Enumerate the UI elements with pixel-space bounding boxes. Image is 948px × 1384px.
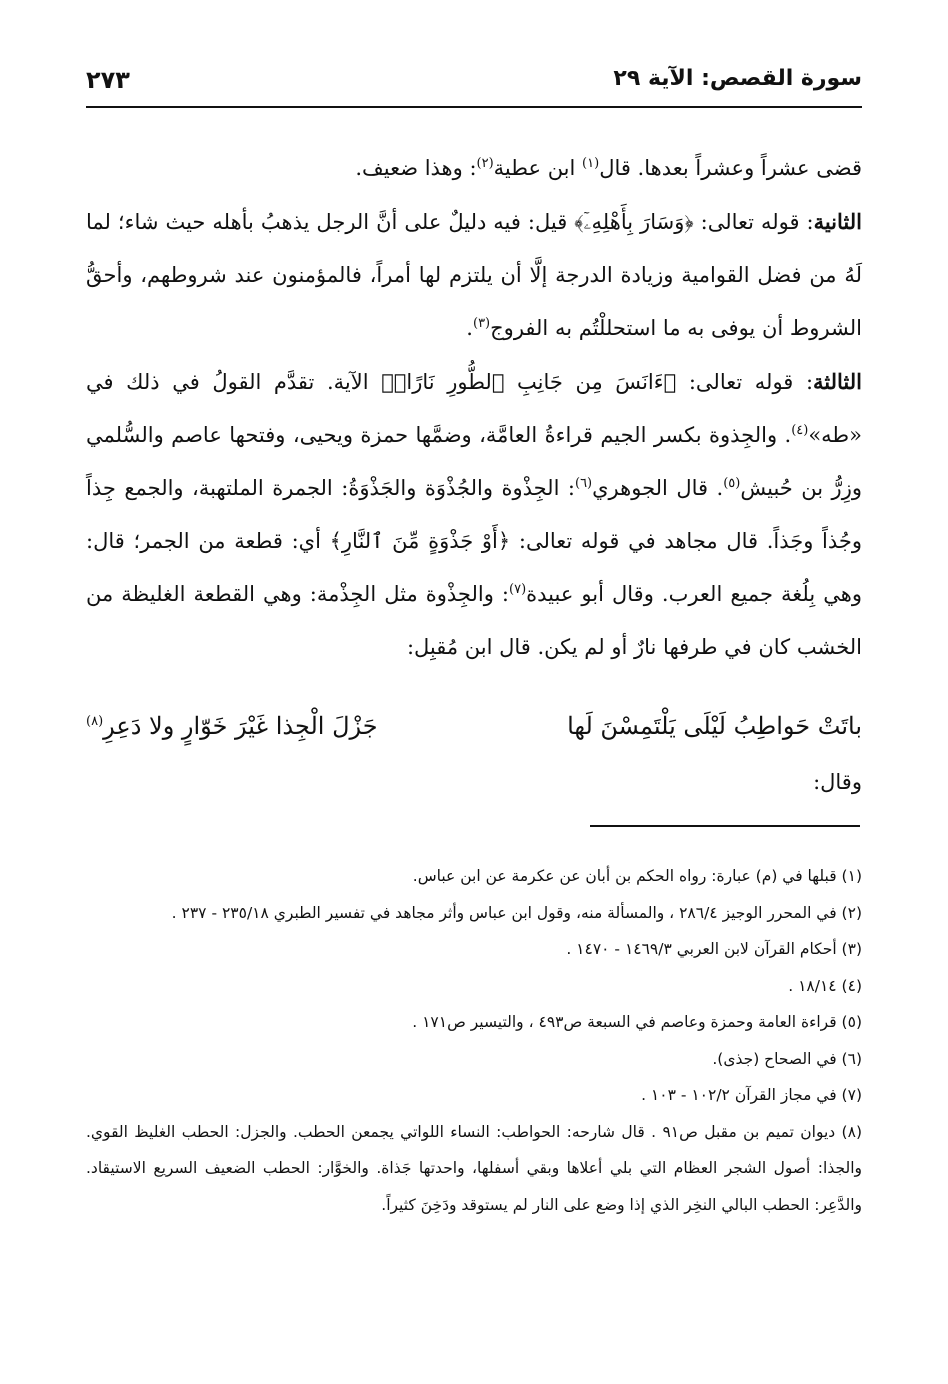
footnote-ref-6: (٦) bbox=[574, 476, 593, 491]
main-text bbox=[86, 142, 862, 674]
quran-quote: ﴿وَسَارَ بِأَهْلِهِۦٓ﴾ bbox=[574, 210, 694, 234]
text-run: الآية. تقدَّم القولُ في ذلك في «طه» bbox=[86, 370, 862, 447]
footnote-1: (١) قبلها في (م) عبارة: رواه الحكم بن أبان عن عكرمة عن ابن عباس. bbox=[412, 867, 862, 885]
footnote-ref-4: (٤) bbox=[791, 423, 809, 438]
text-run: جَزْلَ الْجِذا غَيْرَ خَوّارٍ ولا دَعِرِ bbox=[103, 712, 378, 740]
paragraph-2 bbox=[86, 195, 862, 355]
footnote-ref-5: (٥) bbox=[723, 476, 741, 491]
footnote-rule bbox=[590, 825, 860, 827]
paragraph-3 bbox=[86, 355, 862, 674]
text-run: قضى عشراً وعشراً بعدها. قال bbox=[599, 156, 862, 180]
footnote-ref-1: (١) bbox=[582, 156, 600, 171]
text-run: . والجِذوة بكسر الجيم قراءةُ العامَّة، وضمَّها حمزة ويحيى، وفتحها عاصم والسُّلمي وزِرُّ بن حُبيش bbox=[86, 423, 862, 500]
running-header bbox=[86, 66, 862, 106]
text-run: : قوله تعالى: bbox=[676, 370, 814, 394]
footnotes bbox=[86, 858, 862, 1223]
footnote-5: (٥) قراءة العامة وحمزة وعاصم في السبعة ص٤٩٣ ، والتيسير ص١٧١ . bbox=[412, 1013, 862, 1031]
text-run: أي: قطعة من الجمر؛ قال: وهي بِلُغة جميع العرب. وقال أبو عبيدة bbox=[86, 529, 862, 606]
text-run: : والجِذْوة مثل الجِذْمة: وهي القطعة الغليظة من الخشب كان في طرفها نارٌ أو لم يكن. قال ابن مُقبِل: bbox=[86, 582, 862, 659]
continuation-text: وقال: bbox=[813, 770, 862, 794]
quran-quote: ﴿أَوْ جَذْوَةٍ مِّنَ ٱلنَّارِ﴾ bbox=[329, 529, 511, 553]
footnote-ref-8: (٨) bbox=[86, 714, 104, 729]
footnote-ref-7: (٧) bbox=[509, 582, 527, 597]
text-run: : قوله تعالى: bbox=[693, 210, 814, 234]
footnote-ref-3: (٣) bbox=[472, 316, 491, 331]
footnote-7: (٧) في مجاز القرآن ١٠٢/٢ - ١٠٣ . bbox=[641, 1086, 862, 1104]
text-run: . قال الجوهري bbox=[592, 476, 724, 500]
text-run: : وهذا ضعيف. bbox=[355, 156, 477, 180]
text-run: قيل: فيه دليلٌ على أنَّ الرجل يذهبُ بأهله حيث شاء؛ لما لَهُ من فضل القوامية وزيادة الدرجة إلَّا أن يلتزم لها أمراً، فالمؤمنون عند شروطهم، وأحقُّ الشروط أن يوفى به ما استحللْتُم به الفروج bbox=[86, 210, 862, 340]
footnote-3: (٣) أحكام القرآن لابن العربي ١٤٦٩/٣ - ١٤٧٠ . bbox=[566, 940, 862, 958]
section-label-2: الثانية bbox=[813, 209, 862, 234]
footnote-8: (٨) ديوان تميم بن مقبل ص٩١ . قال شارحه: الحواطب: النساء اللواتي يجمعن الحطب. والجزل: الحطب الغليظ القوي. والجذا: أصول الشجر العظام التي بلي أعلاها وبقي أسفلها، واحدتها جَذاة. والخوَّار: الحطب الضعيف السريع الاستيقاد. والدَّعِر: الحطب البالي النخِر الذي إذا وضع على النار لم يستوقد ودَخِنَ كثيراً. bbox=[86, 1122, 862, 1214]
page-number: ٢٧٣ bbox=[86, 66, 130, 94]
text-run: . bbox=[466, 316, 473, 340]
surah-title: سورة القصص: الآية ٢٩ bbox=[613, 66, 862, 91]
text-run: : الجِذْوة والجُذْوَة والجَذْوَةُ: الجمرة الملتهبة، والجمع جِذاً وجُذاً وجَذاً. قال مجاهد في قوله تعالى: bbox=[86, 476, 863, 553]
footnote-ref-2: (٢) bbox=[476, 156, 494, 171]
footnote-6: (٦) في الصحاح (جذى). bbox=[712, 1049, 862, 1068]
footnote-2: (٢) في المحرر الوجيز ٢٨٦/٤ ، والمسألة منه، وقول ابن عباس وأثر مجاهد في تفسير الطبري ٢٣٥/١٨ - ٢٣٧ . bbox=[171, 903, 862, 922]
verse-hemistich-1: باتَتْ حَواطِبُ لَيْلَى يَلْتَمِسْنَ لَها bbox=[567, 712, 862, 740]
footnote-4: (٤) ١٨/١٤ . bbox=[788, 976, 862, 995]
text-run: ابن عطية bbox=[493, 156, 583, 180]
quran-quote: ﴿ءَانَسَ مِن جَانِبِ ٱلطُّورِ نَارًاۖ﴾ bbox=[381, 370, 677, 394]
verse-hemistich-2 bbox=[86, 712, 378, 740]
header-rule bbox=[86, 106, 862, 108]
section-label-3: الثالثة bbox=[813, 369, 862, 394]
poetry-verse bbox=[86, 712, 862, 764]
paragraph-1 bbox=[86, 142, 862, 195]
